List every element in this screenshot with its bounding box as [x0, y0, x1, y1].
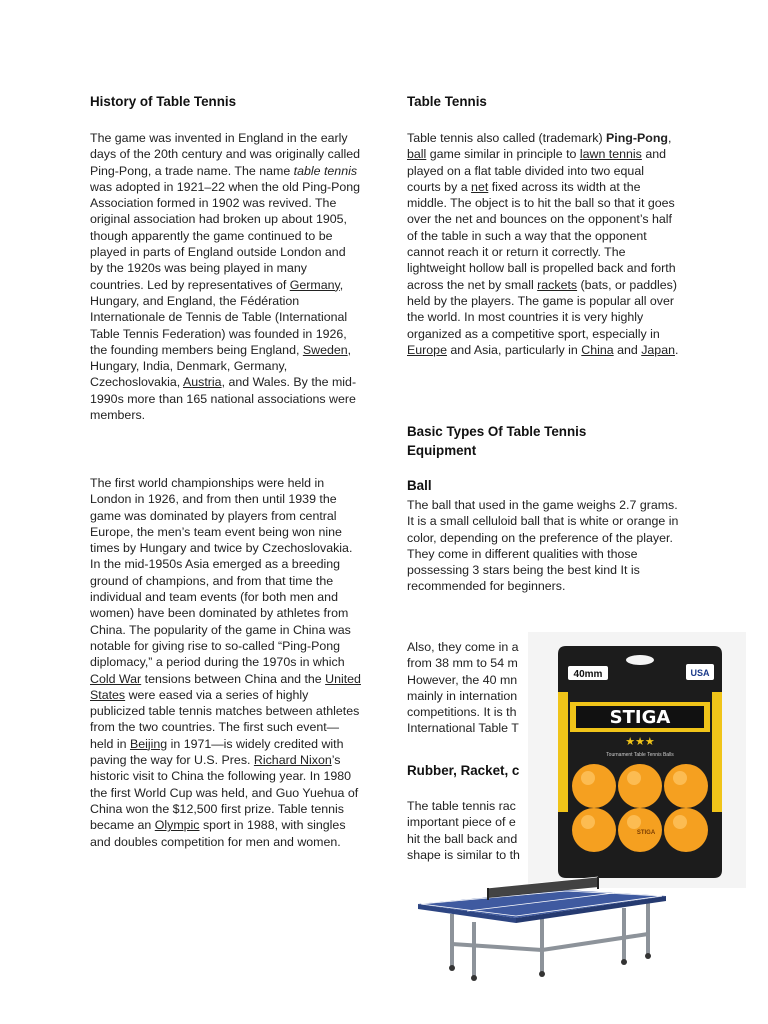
inline-link[interactable]: Beijing	[129, 736, 168, 751]
history-paragraph-1: The game was invented in England in the early days of the 20th century and was originally called Ping-Pong, a trade name. The name table tennis was adopted in 1921–22 when the old Ping-Pong Association formed in 1902 was revived. The original association had broken up about 1905, though apparently the game continued to be played in parts of England outside London and by the 1920s was being played in many countries. Led by representatives of Germany, Hungary, and England, the Fédération Internationale de Tennis de Table (International Table Tennis Federation) was founded in 1926, the founding members being England, Sweden, Hungary, India, Denmark, Germany, Czechoslovakia, Austria, and Wales. By the mid-1990s more than 165 national associations were members.	[90, 131, 361, 423]
inline-link[interactable]: Austria	[182, 375, 222, 390]
inline-link[interactable]: net	[471, 179, 489, 194]
inline-link[interactable]: Richard Nixon	[253, 753, 332, 768]
ball-package-image	[528, 632, 746, 888]
inline-link[interactable]: United States	[90, 671, 361, 702]
ball-paragraph: The ball that used in the game weighs 2.7 grams. It is a small celluloid ball that is white or orange in color, depending on the preference of the player. They come in different qualities with those possessing 3 stars being the best kind It is recommended for beginners.	[407, 498, 679, 594]
size-label: 40mm	[573, 669, 603, 680]
ball-sizes-paragraph: Also, they come in a from 38 mm to 54 m However, the 40 mn mainly in internation competitions. It is th International Table T	[407, 640, 519, 736]
inline-link[interactable]: Germany	[289, 277, 340, 292]
inline-link[interactable]: ball	[407, 147, 427, 162]
bold-term: Ping-Pong	[606, 131, 668, 145]
history-heading: History of Table Tennis	[90, 94, 237, 109]
ball-subheading: Ball	[407, 478, 432, 493]
table-tennis-heading: Table Tennis	[407, 94, 487, 109]
inline-link[interactable]: Europe	[407, 342, 447, 357]
inline-link[interactable]: Cold War	[90, 671, 142, 686]
equipment-heading: Basic Types Of Table Tennis Equipment	[407, 424, 587, 458]
inline-link[interactable]: Olympic	[154, 818, 200, 833]
history-paragraph-2: The first world championships were held in London in 1926, and from then until 1939 the game was dominated by players from central Europe, the men’s team event being won nine times by Hungary and twice by Czechoslovakia. In the mid-1950s Asia emerged as a breeding ground of champions, and from that time the individual and team events (for both men and women) have been dominated by athletes from China. The popularity of the game in China was notable for giving rise to so-called “Ping-Pong diplomacy,” a period during the 1970s in which Cold War tensions between China and the United States were eased via a series of highly publicized table tennis matches between athletes from the two countries. The first such event—held in Beijing in 1971—is widely credited with paving the way for U.S. Pres. Richard Nixon’s historic visit to China the following year. In 1980 the first World Cup was held, and Guo Yuehua of China won the $12,500 first prize. Table tennis became an Olympic sport in 1988, with singles and doubles competition for men and women.	[90, 476, 361, 849]
italic-term: table tennis	[293, 163, 358, 178]
inline-link[interactable]: lawn tennis	[579, 147, 642, 162]
ping-pong-table-image	[412, 874, 672, 984]
inline-link[interactable]: China	[581, 342, 614, 357]
inline-link[interactable]: Sweden	[302, 342, 348, 357]
table-tennis-paragraph: Table tennis also called (trademark) Ping-Pong, ball game similar in principle to lawn tennis and played on a flat table divided into two equal courts by a net fixed across its width at the middle. The object is to hit the ball so that it goes over the net and bounces on the opponent’s half of the table in such a way that the opponent cannot reach it or return it correctly. The lightweight hollow ball is propelled back and forth across the net by small rackets (bats, or paddles) held by the players. The game is popular all over the world. In most countries it is very highly organized as a competitive sport, especially in Europe and Asia, particularly in China and Japan.	[407, 131, 679, 357]
rating-stars: ★★★	[625, 735, 655, 748]
ball-print: STIGA	[636, 830, 656, 836]
inline-link[interactable]: rackets	[537, 277, 578, 292]
usa-badge: USA	[690, 668, 710, 678]
racket-paragraph: The table tennis rac important piece of e hit the ball back and shape is similar to th	[407, 799, 520, 862]
brand-logo: STIGA	[609, 707, 671, 728]
rubber-racket-subheading: Rubber, Racket, c	[407, 763, 520, 778]
inline-link[interactable]: Japan	[641, 342, 675, 357]
package-subtitle: Tournament Table Tennis Balls	[606, 752, 674, 758]
